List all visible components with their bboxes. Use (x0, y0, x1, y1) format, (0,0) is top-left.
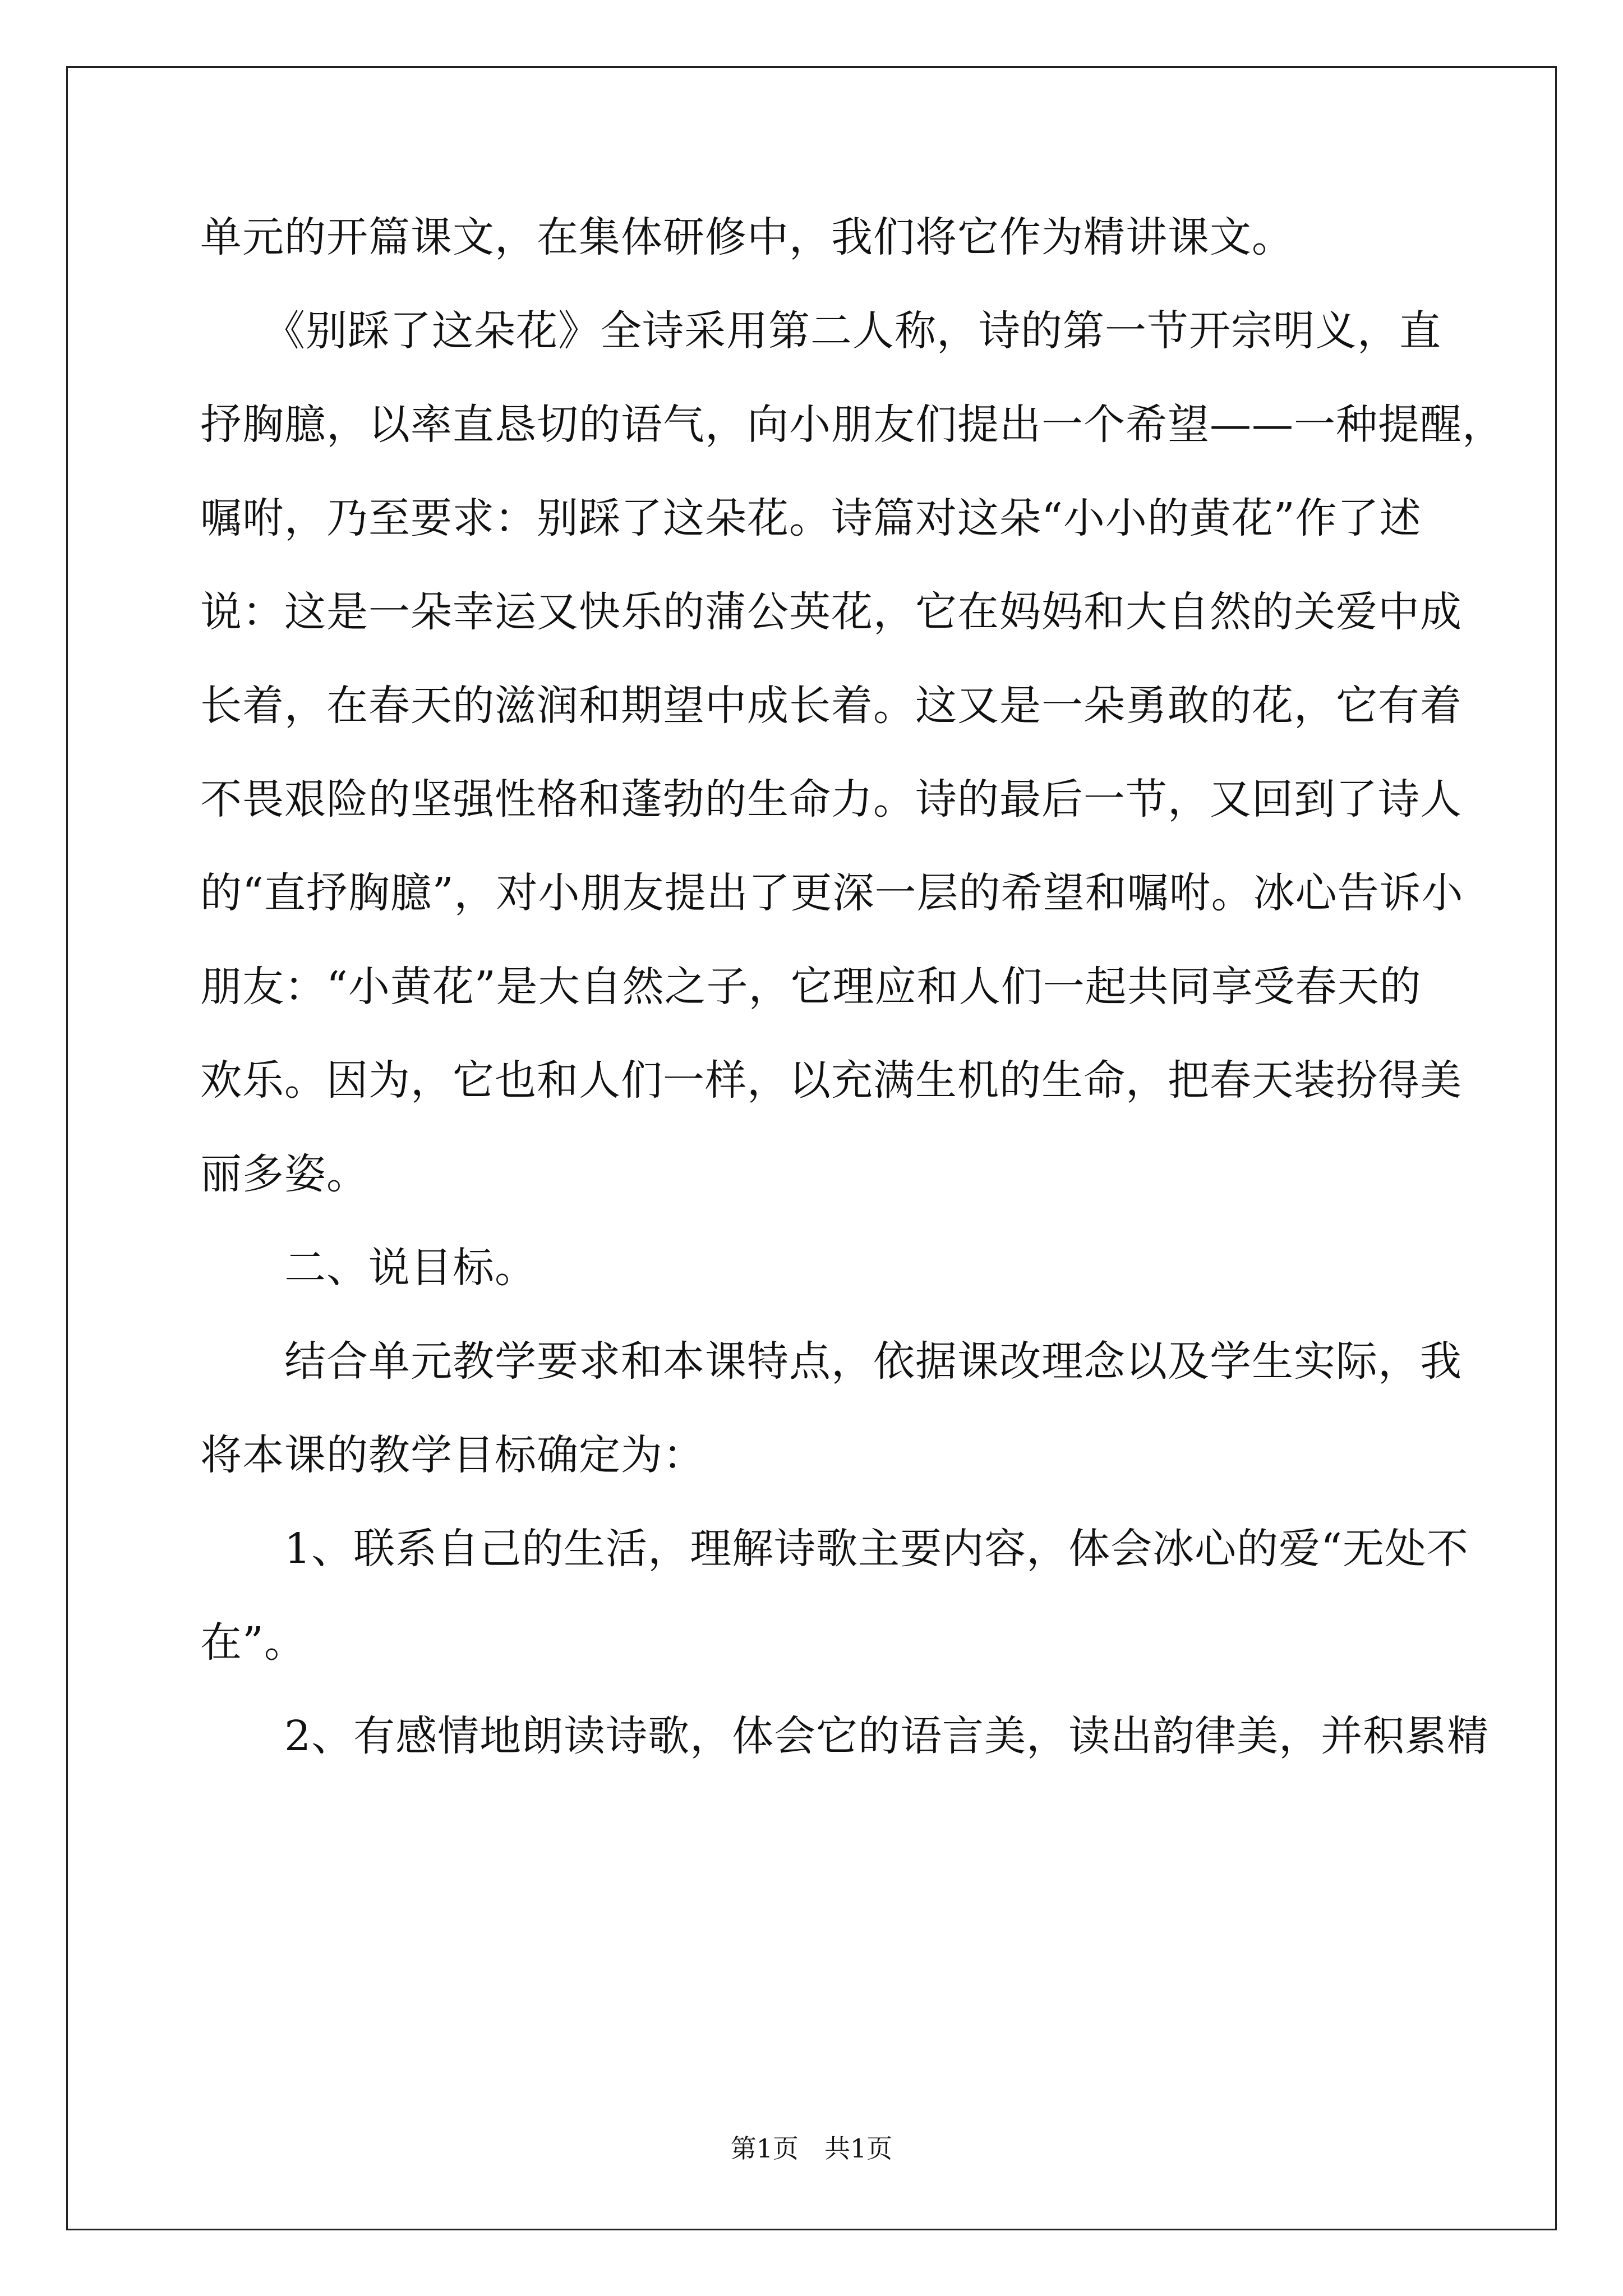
text-line: 的“直抒胸臆”，对小朋友提出了更深一层的希望和嘱咐。冰心告诉小 (200, 869, 1464, 917)
section-heading: 二、说目标。 (200, 1244, 537, 1292)
text-line: 丽多姿。 (200, 1150, 368, 1198)
text-line: 长着，在春天的滋润和期望中成长着。这又是一朵勇敢的花，它有着 (200, 682, 1462, 730)
text-line: 结合单元教学要求和本课特点，依据课改理念以及学生实际，我 (200, 1337, 1462, 1386)
list-item-line: 1、联系自己的生活，理解诗歌主要内容，体会冰心的爱“无处不 (200, 1525, 1469, 1573)
text-line: 单元的开篇课文，在集体研修中，我们将它作为精讲课文。 (200, 213, 1294, 261)
text-line: 《别踩了这朵花》全诗采用第二人称，诗的第一节开宗明义，直 (200, 307, 1441, 355)
list-item-line: 在”。 (200, 1618, 306, 1667)
text-line: 抒胸臆，以率直恳切的语气，向小朋友们提出一个希望——一种提醒， (200, 401, 1504, 449)
page-footer: 第1页 共1页 (730, 2133, 893, 2164)
text-line: 不畏艰险的坚强性格和蓬勃的生命力。诗的最后一节，又回到了诗人 (200, 775, 1462, 823)
document-body (200, 191, 1504, 1783)
text-line: 嘱咐，乃至要求：别踩了这朵花。诗篇对这朵“小小的黄花”作了述 (200, 494, 1422, 542)
text-line: 将本课的教学目标确定为： (200, 1431, 705, 1479)
text-line: 说：这是一朵幸运又快乐的蒲公英花，它在妈妈和大自然的关爱中成 (200, 588, 1462, 636)
text-line: 朋友：“小黄花”是大自然之子，它理应和人们一起共同享受春天的 (200, 963, 1422, 1011)
list-item-line: 2、有感情地朗读诗歌，体会它的语言美，读出韵律美，并积累精 (200, 1712, 1490, 1760)
text-line: 欢乐。因为，它也和人们一样，以充满生机的生命，把春天装扮得美 (200, 1056, 1462, 1105)
